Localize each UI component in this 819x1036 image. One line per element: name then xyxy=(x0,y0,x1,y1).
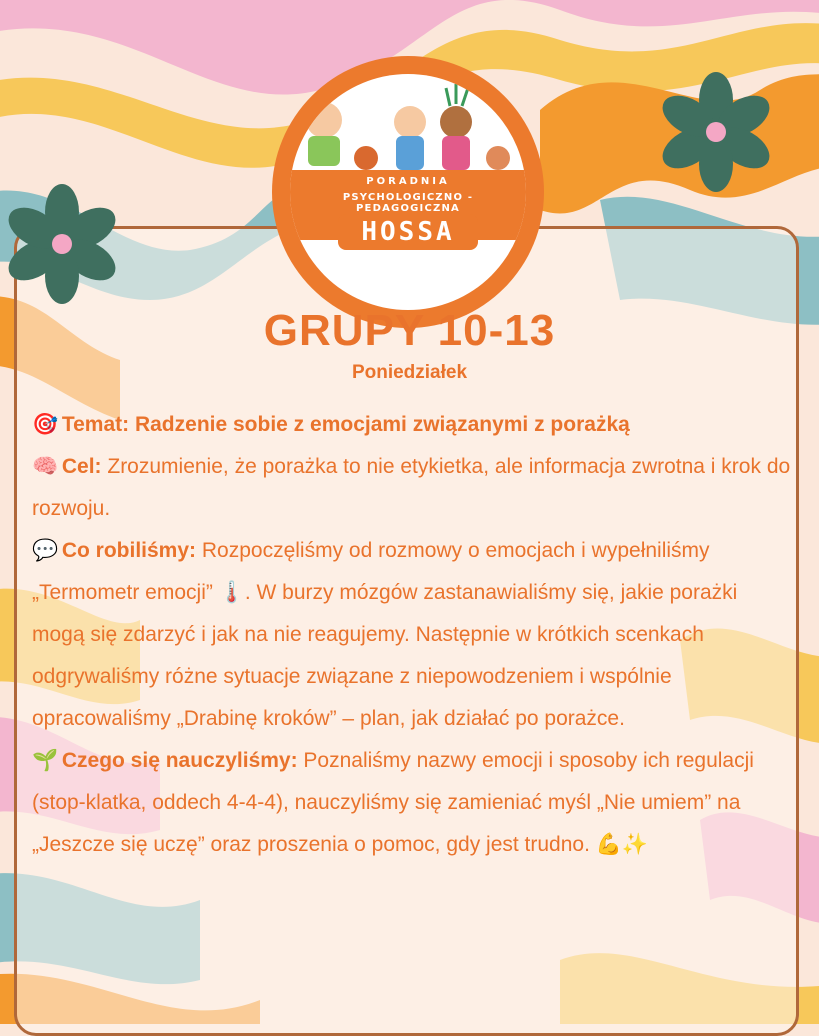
speech-bubble-icon: 💬 xyxy=(32,539,59,562)
content-text xyxy=(32,404,792,866)
section-co-robilismy xyxy=(32,530,792,740)
section-cel-label: Cel: xyxy=(61,455,102,478)
section-czego-text: Poznaliśmy nazwy emocji i sposoby ich regulacji (stop-klatka, oddech 4-4-4), nauczyliśmy się zamieniać myśl „Nie umiem” na „Jeszcze się uczę” oraz proszenia o pomoc, gdy jest trudno. 💪✨ xyxy=(32,749,754,856)
logo-name: HOSSA xyxy=(361,217,455,247)
logo-inner-circle xyxy=(290,74,526,310)
section-cel xyxy=(32,446,792,530)
brain-icon: 🧠 xyxy=(32,455,59,478)
section-temat xyxy=(32,404,792,446)
logo-line-1: PORADNIA xyxy=(366,176,450,187)
section-czego xyxy=(32,740,792,866)
target-icon: 🎯 xyxy=(32,413,59,436)
section-czego-label: Czego się nauczyliśmy: xyxy=(61,749,298,772)
logo-name-box xyxy=(338,214,478,250)
page-subtitle: Poniedziałek xyxy=(351,362,468,383)
flower-icon xyxy=(0,182,124,306)
section-cel-text: Zrozumienie, że porażka to nie etykietka, ale informacja zwrotna i krok do rozwoju. xyxy=(32,455,791,520)
seedling-icon: 🌱 xyxy=(32,749,59,772)
section-co-label: Co robiliśmy: xyxy=(61,539,197,562)
logo-line-2: PSYCHOLOGICZNO - PEDAGOGICZNA xyxy=(342,192,474,214)
hossa-logo xyxy=(272,56,544,328)
page-title: GRUPY 10-13 xyxy=(263,306,556,355)
section-co-text: Rozpoczęliśmy od rozmowy o emocjach i wypełniliśmy „Termometr emocji” 🌡️. W burzy mózgów zastanawialiśmy się, jakie porażki mogą się zdarzyć i jak na nie reagujemy. Następnie w krótkich scenkach odgrywaliśmy różne sytuacje związane z niepowodzeniem i wspólnie opracowaliśmy „Drabinę kroków” – plan, jak działać po porażce. xyxy=(32,539,738,730)
children-illustration-icon xyxy=(290,74,526,174)
section-temat-label: Temat: Radzenie sobie z emocjami związanymi z porażką xyxy=(61,413,630,436)
flower-icon xyxy=(654,70,778,194)
